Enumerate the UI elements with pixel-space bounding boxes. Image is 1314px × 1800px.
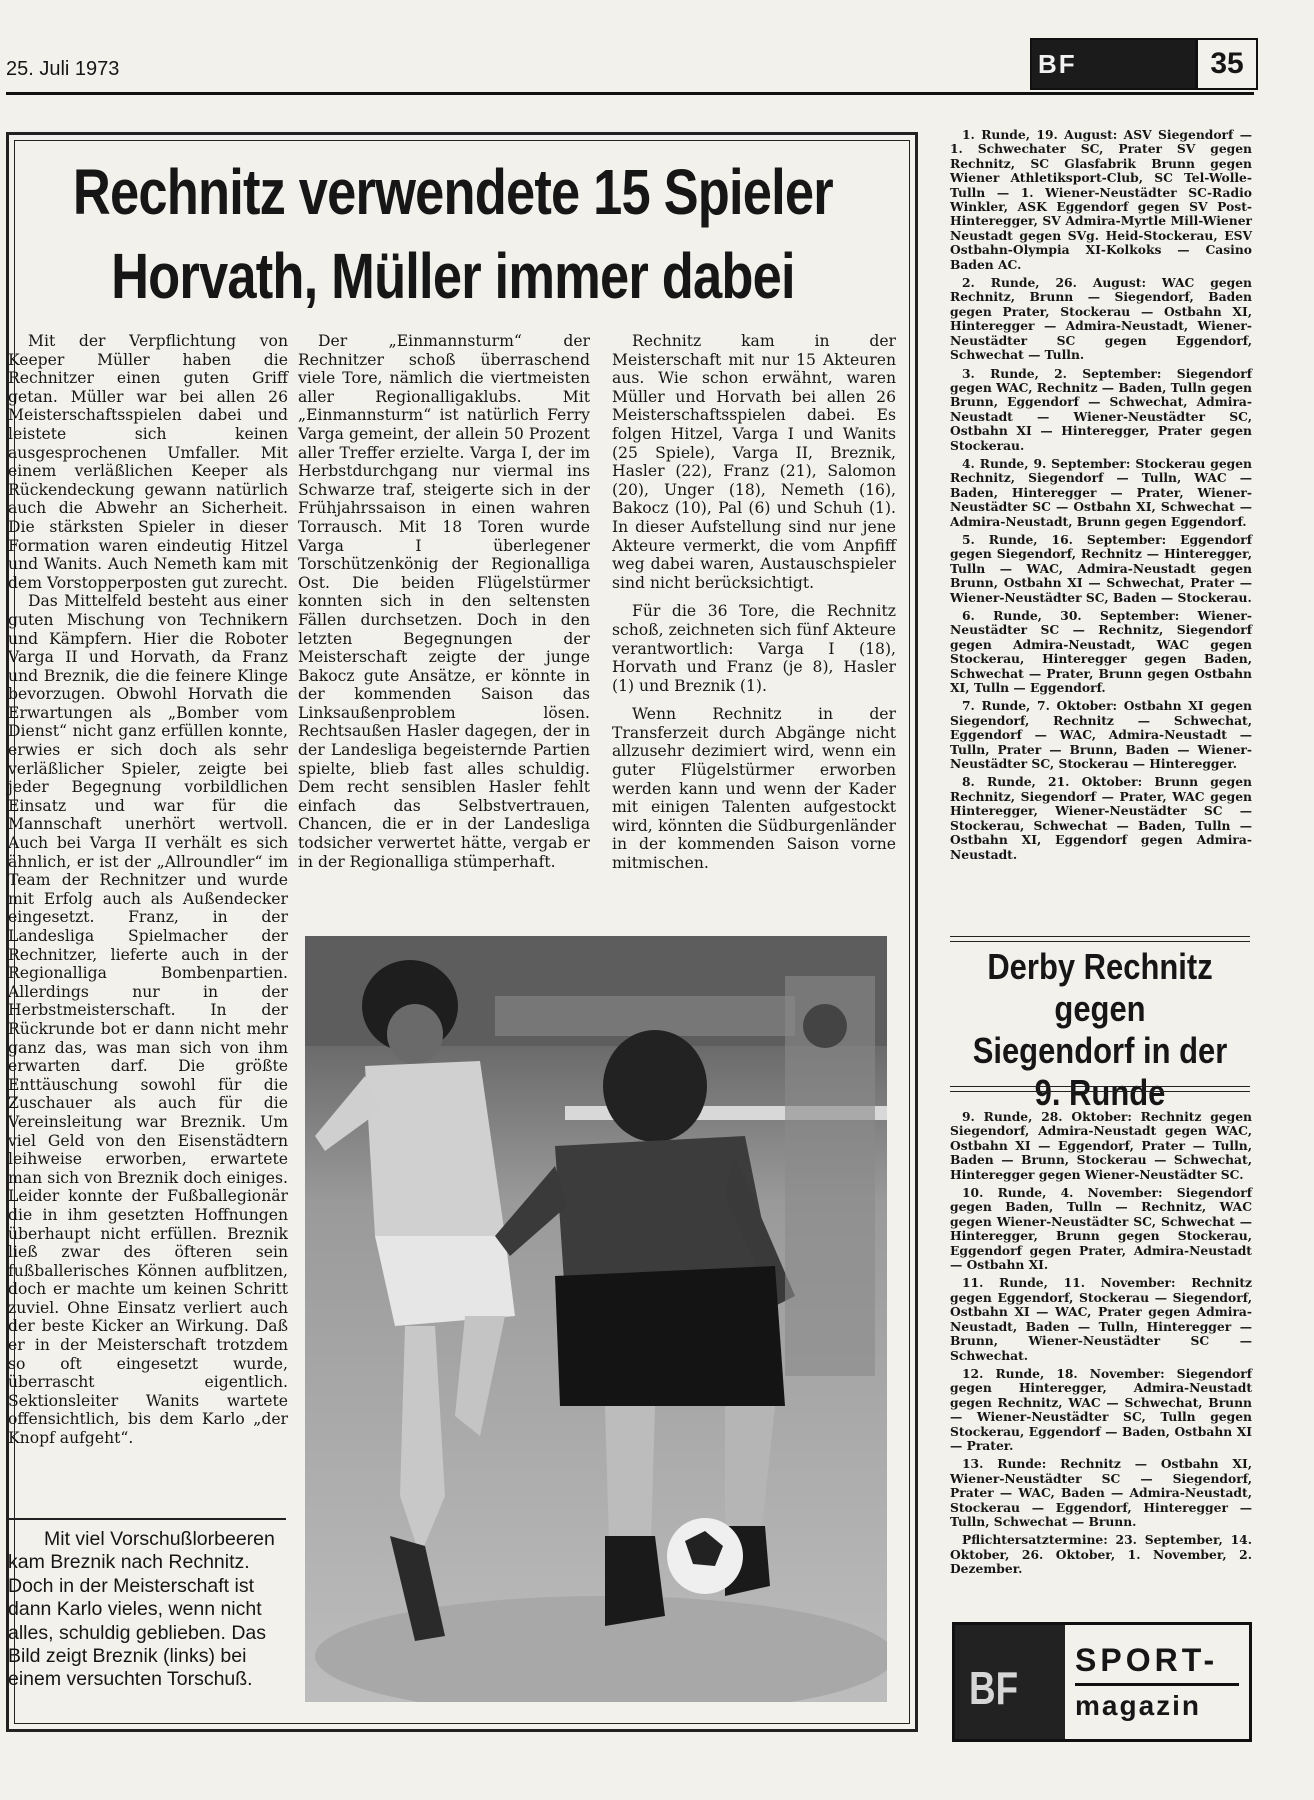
round-fixtures: 10. Runde, 4. November: Siegendorf gegen Baden, Tulln — Rechnitz, WAC gegen Wiener-Neustädter SC, Schwechat — Hinteregger, Brunn gegen Stockerau, Eggendorf gegen Prater, Admira-Neustadt — Ostbahn XI.	[950, 1185, 1252, 1273]
article-column-1	[8, 332, 288, 1448]
round-fixtures: 11. Runde, 11. November: Rechnitz gegen Eggendorf, Stockerau — Siegendorf, Ostbahn XI — WAC, Prater gegen Admira-Neustadt, Baden — Tulln, Hinteregger — Brunn, Wiener-Neustädter SC — Schwechat.	[950, 1275, 1252, 1363]
sportmagazin-logo	[952, 1622, 1252, 1742]
page-number: 35	[1195, 40, 1256, 88]
fixture-list-2	[950, 1110, 1252, 1581]
round-fixtures: 2. Runde, 26. August: WAC gegen Rechnitz, Brunn — Siegendorf, Baden gegen Prater, Stockerau — Ostbahn XI, Hinteregger — Admira-Neustadt, Wiener-Neustädter SC gegen Eggendorf, Schwechat — Tulln.	[950, 275, 1252, 363]
round-fixtures: 13. Runde: Rechnitz — Ostbahn XI, Wiener-Neustädter SC — Siegendorf, Prater — WAC, Baden — Admira-Neustadt, Stockerau — Eggendorf, Hinteregger — Tulln, Schwechat — Brunn.	[950, 1456, 1252, 1529]
logo-line-2: magazin	[1075, 1690, 1202, 1721]
paragraph: Der „Einmannsturm“ der Rechnitzer schoß überraschend viele Tore, nämlich die viertmeisten aller Regionalligaklubs. Mit „Einmannsturm“ ist natürlich Ferry Varga gemeint, der allein 50 Prozent aller Treffer erzielte. Varga I, der im Herbstdurchgang nur viermal ins Schwarze traf, steigerte sich in der Frühjahrssaison in einen wahren Torrausch. Mit 18 Toren wurde Varga I überlegener Torschützenkönig der Regionalliga Ost. Die beiden Flügelstürmer konnten sich in den seltensten Fällen durchsetzen. Doch in den letzten Begegnungen der Meisterschaft zeigte der junge Bakocz gute Ansätze, er könnte in der kommenden Saison das Linksaußenproblem lösen. Rechtsaußen Hasler dagegen, der in der Landesliga begeisternde Partien spielte, blieb fast alles schuldig. Dem recht sensiblen Hasler fehlt einfach das Selbstvertrauen, Chancen, die er in der Landesliga todsicher verwertet hätte, vergab er in der Regionalliga stümperhaft.	[298, 332, 590, 871]
bf-logo-mark	[955, 1625, 1065, 1739]
round-fixtures: 8. Runde, 21. Oktober: Brunn gegen Rechnitz, Siegendorf — Prater, WAC gegen Hinteregger, Wiener-Neustädter SC — Stockerau, Schwechat — Baden, Tulln — Ostbahn XI, Eggendorf gegen Admira-Neustadt.	[950, 774, 1252, 862]
paragraph: Mit der Verpflichtung von Keeper Müller haben die Rechnitzer einen guten Griff getan. Müller war bei allen 26 Meisterschaftsspielen dabei und leistete sich keinen ausgesprochenen Umfaller. Mit einem verläßlichen Keeper als Rückendeckung gewann natürlich auch die Abwehr an Sicherheit. Die stärksten Spieler in dieser Formation waren eindeutig Hitzel und Wanits. Auch Nemeth kam mit dem Vorstopperposten gut zurecht.	[8, 332, 288, 592]
headline	[6, 150, 900, 318]
paragraph: Das Mittelfeld besteht aus einer guten Mischung von Technikern und Kämpfern. Hier die Roboter Varga II und Horvath, da Franz und Breznik, die die feinere Klinge bevorzugen. Obwohl Horvath die Erwartungen als „Bomber vom Dienst“ nicht ganz erfüllen konnte, erwies er sich doch als sehr verläßlicher Spieler, zeigte bei jeder Begegnung vorbildlichen Einsatz und war für die Mannschaft unerhört wertvoll. Auch bei Varga II verhält es sich ähnlich, er ist der „Allroundler“ im Team der Rechnitzer und wurde mit Erfolg auch als Außendecker eingesetzt. Franz, in der Landesliga Spielmacher der Rechnitzer, lieferte auch in der Regionalliga Bombenpartien. Allerdings nur in der Herbstmeisterschaft. In der Rückrunde bot er dann nicht mehr ganz das, was man sich von ihm erwarten darf. Die größte Enttäuschung sowohl für die Zuschauer als auch für die Vereinsleitung war Breznik. Um viel Geld von den Eisenstädtern leihweise erworben, erwartete man sich von Breznik doch einiges. Leider konnte der Fußballegionär die in ihm gesetzten Hoffnungen überhaupt nicht erfüllen. Breznik ließ zwar des öfteren sein fußballerisches Können aufblitzen, doch er machte um keinen Schritt zuviel. Ohne Einsatz verliert auch der beste Kicker an Wirkung. Daß er in der Meisterschaft trotzdem so oft eingesetzt wurde, überrascht eigentlich. Sektionsleiter Wanits wartete offensichtlich, bis dem Karlo „der Knopf aufgeht“.	[8, 592, 288, 1448]
round-fixtures: 4. Runde, 9. September: Stockerau gegen Rechnitz, Siegendorf — Tulln, WAC — Baden, Hinteregger — Prater, Wiener-Neustädter SC — Ostbahn XI, Schwechat — Admira-Neustadt, Brunn gegen Eggendorf.	[950, 455, 1252, 529]
round-fixtures: 1. Runde, 19. August: ASV Siegendorf — 1. Schwechater SC, Prater SV gegen Rechnitz, SC Glasfabrik Brunn gegen Wiener Athletiksport-Club, SC Tel-Wolle-Tulln — 1. Wiener-Neustädter SC-Radio Winkler, ASK Eggendorf gegen SV Post-Hinteregger, SV Admira-Myrtle Mill-Wiener Neustadt gegen SVg. Heid-Stockerau, ESV Ostbahn-Olympia XI-Kolkoks — Casino Baden AC.	[950, 127, 1252, 272]
headline-line-2: Horvath, Müller immer dabei	[111, 240, 795, 312]
subhead-rule-top	[950, 936, 1250, 942]
round-fixtures: 9. Runde, 28. Oktober: Rechnitz gegen Siegendorf, Admira-Neustadt gegen WAC, Ostbahn XI — Eggendorf, Prater — Tulln, Baden — Brunn, Stockerau — Schwechat, Hinteregger gegen Wiener-Neustädter SC.	[950, 1109, 1252, 1182]
page-badge	[1030, 38, 1258, 90]
round-fixtures: Pflichtersatztermine: 23. September, 14. Oktober, 26. Oktober, 1. November, 2. Dezember.	[950, 1532, 1252, 1577]
issue-date: 25. Juli 1973	[6, 58, 120, 80]
article-column-3	[612, 332, 896, 873]
logo-line-1: SPORT-	[1075, 1642, 1219, 1678]
round-fixtures: 3. Runde, 2. September: Siegendorf gegen WAC, Rechnitz — Baden, Tulln gegen Brunn, Eggendorf — Schwechat, Admira-Neustadt — Wiener-Neustädter SC, Ostbahn XI — Hinteregger, Prater gegen Stockerau.	[950, 365, 1252, 453]
subhead-rule-bottom	[950, 1086, 1250, 1092]
round-fixtures: 5. Runde, 16. September: Eggendorf gegen Siegendorf, Rechnitz — Hinteregger, Tulln — WAC, Admira-Neustadt gegen Brunn, Ostbahn XI — Schwechat, Prater — Wiener-Neustädter SC, Baden — Stockerau.	[950, 531, 1252, 605]
round-fixtures: 6. Runde, 30. September: Wiener-Neustädter SC — Rechnitz, Siegendorf gegen Admira-Neustadt, WAC gegen Stockerau, Hinteregger gegen Baden, Schwechat — Prater, Brunn gegen Ostbahn XI, Tulln — Eggendorf.	[950, 608, 1252, 696]
round-fixtures: 12. Runde, 18. November: Siegendorf gegen Hinteregger, Admira-Neustadt gegen Rechnitz, WAC — Schwechat, Brunn — Wiener-Neustädter SC, Tulln gegen Stockerau, Eggendorf — Baden, Ostbahn XI — Prater.	[950, 1365, 1252, 1453]
paragraph: Für die 36 Tore, die Rechnitz schoß, zeichneten sich fünf Akteure verantwortlich: Varga I (18), Horvath und Franz (je 8), Hasler (1) und Breznik (1).	[612, 602, 896, 695]
bf-logo-text: BF	[969, 1662, 1019, 1714]
article-column-2	[298, 332, 590, 871]
logo-divider	[1075, 1683, 1239, 1686]
paragraph: Wenn Rechnitz in der Transferzeit durch Abgänge nicht allzusehr dezimiert wird, wenn ein guter Flügelstürmer erworben werden kann und wenn der Kader mit einigen Talenten aufgestockt wird, könnten die Südburgenländer in der kommenden Saison vorne mitmischen.	[612, 705, 896, 873]
round-fixtures: 7. Runde, 7. Oktober: Ostbahn XI gegen Siegendorf, Rechnitz — Schwechat, Eggendorf — WAC, Admira-Neustadt — Tulln, Prater — Brunn, Baden — Wiener-Neustädter SC, Stockerau — Hinteregger.	[950, 698, 1252, 772]
fixture-list-1	[950, 128, 1252, 866]
header-rule	[6, 92, 1254, 95]
sidebar-subhead: Derby Rechnitz gegen Siegendorf in der 9. Runde	[972, 946, 1228, 1113]
paragraph: Rechnitz kam in der Meisterschaft mit nur 15 Akteuren aus. Wie schon erwähnt, waren Müller und Horvath bei allen 26 Meisterschaftsspielen dabei. Es folgen Hitzel, Varga I und Wanits (25 Spiele), Varga II, Breznik, Hasler (22), Franz (21), Salomon (20), Unger (18), Nemeth (16), Bakocz (10), Pal (6) und Schuh (1). In dieser Aufstellung sind nur jene Akteure vermerkt, die vom Anpfiff weg dabei waren, Austauschspieler sind nicht berücksichtigt.	[612, 332, 896, 592]
headline-line-1: Rechnitz verwendete 15 Spieler	[72, 156, 833, 228]
logo-wordmark	[1065, 1625, 1249, 1739]
caption-rule	[8, 1518, 286, 1520]
match-photo	[305, 936, 887, 1702]
photo-caption: Mit viel Vorschußlorbeeren kam Breznik nach Rechnitz. Doch in der Meisterschaft ist dann Karlo vieles, wenn nicht alles, schuldig geblieben. Das Bild zeigt Breznik (links) bei einem versuchten Torschuß.	[8, 1528, 275, 1691]
badge-logo: BF	[1032, 40, 1195, 88]
